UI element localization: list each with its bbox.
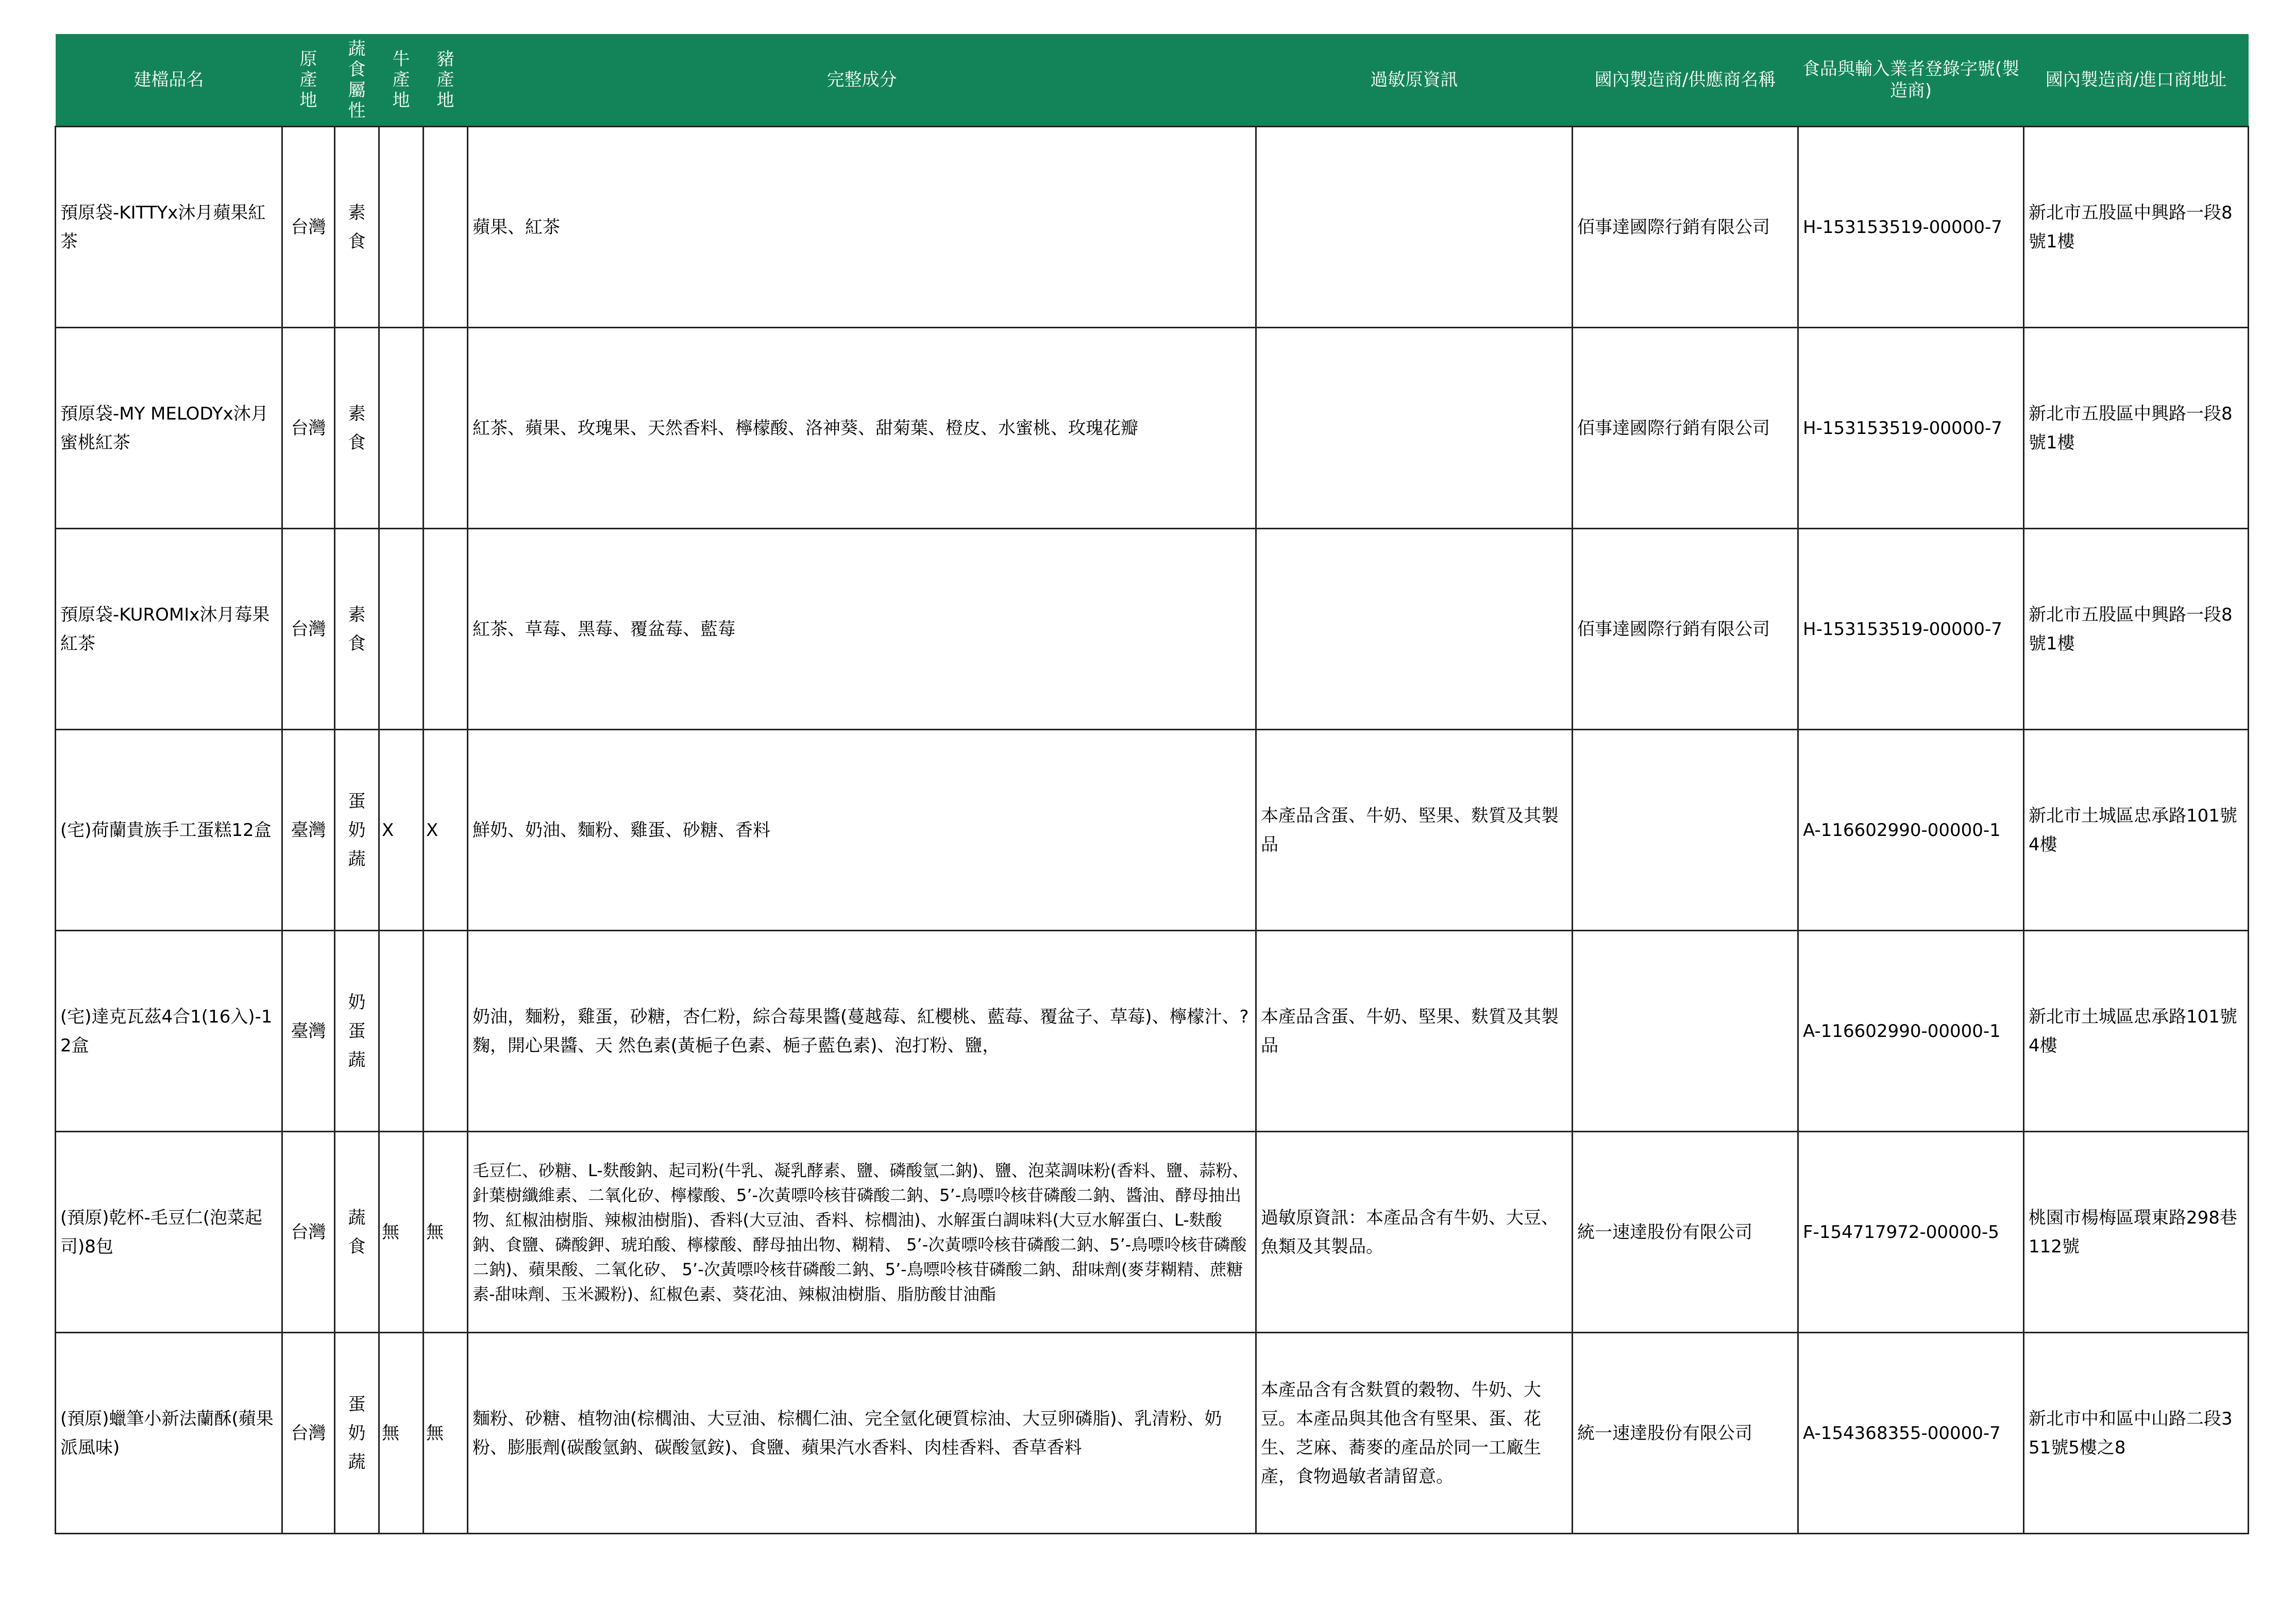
cell-beef [379, 529, 424, 730]
table-body [56, 127, 2249, 1534]
header-beef [379, 34, 424, 127]
header-diet-text: 蔬食屬性 [348, 39, 366, 121]
cell-origin: 台灣 [282, 1333, 335, 1534]
cell-supplier: 佰事達國際行銷有限公司 [1573, 127, 1798, 328]
cell-supplier [1573, 730, 1798, 931]
table-row [56, 529, 2249, 730]
cell-diet-text: 素食 [348, 604, 366, 654]
cell-diet [335, 529, 379, 730]
cell-ingredients: 蘋果、紅茶 [468, 127, 1256, 328]
cell-regno: A-116602990-00000-1 [1798, 931, 2024, 1132]
cell-allergen: 本產品含蛋、牛奶、堅果、麩質及其製品 [1256, 730, 1573, 931]
cell-allergen: 過敏原資訊：本產品含有牛奶、大豆、魚類及其製品。 [1256, 1132, 1573, 1333]
header-origin-text: 原產地 [299, 49, 317, 111]
cell-beef [379, 328, 424, 529]
header-allergen: 過敏原資訊 [1256, 34, 1573, 127]
cell-origin: 台灣 [282, 1132, 335, 1333]
header-beef-text: 牛產地 [392, 49, 410, 111]
header-ingredients: 完整成分 [468, 34, 1256, 127]
cell-supplier: 統一速達股份有限公司 [1573, 1132, 1798, 1333]
header-row [56, 34, 2249, 127]
cell-pork [424, 127, 468, 328]
table-row [56, 1333, 2249, 1534]
header-pork-text: 豬產地 [436, 49, 454, 111]
cell-pork [424, 328, 468, 529]
cell-origin: 台灣 [282, 127, 335, 328]
cell-diet-text: 蛋奶蔬 [348, 1394, 366, 1472]
cell-diet [335, 1333, 379, 1534]
cell-name: 預原袋-MY MELODYx沐月蜜桃紅茶 [56, 328, 282, 529]
cell-regno: F-154717972-00000-5 [1798, 1132, 2024, 1333]
cell-origin: 臺灣 [282, 931, 335, 1132]
cell-diet-text: 蛋奶蔬 [348, 791, 366, 869]
cell-allergen [1256, 529, 1573, 730]
cell-address: 新北市五股區中興路一段8號1樓 [2024, 127, 2249, 328]
cell-diet-text: 素食 [348, 202, 366, 252]
table-row [56, 127, 2249, 328]
cell-address: 新北市中和區中山路二段351號5樓之8 [2024, 1333, 2249, 1534]
cell-pork [424, 529, 468, 730]
cell-regno: H-153153519-00000-7 [1798, 328, 2024, 529]
cell-supplier: 統一速達股份有限公司 [1573, 1333, 1798, 1534]
header-origin [282, 34, 335, 127]
cell-diet [335, 1132, 379, 1333]
cell-ingredients: 毛豆仁、砂糖、L-麩酸鈉、起司粉(牛乳、凝乳酵素、鹽、磷酸氫二鈉)、鹽、泡菜調味粉(香料、鹽、蒜粉、針葉樹纖維素、二氧化矽、檸檬酸、5ʼ-次黃嘌呤核苷磷酸二鈉、5ʼ-鳥嘌呤核苷磷酸二鈉、醬油、酵母抽出物、紅椒油樹脂、辣椒油樹脂)、香料(大豆油、香料、棕櫚油)、水解蛋白調味料(大豆水解蛋白、L-麩酸鈉、食鹽、磷酸鉀、琥珀酸、檸檬酸、酵母抽出物、糊精、 5ʼ-次黃嘌呤核苷磷酸二鈉、5ʼ-鳥嘌呤核苷磷酸二鈉)、蘋果酸、二氧化矽、 5ʼ-次黃嘌呤核苷磷酸二鈉、5ʼ-鳥嘌呤核苷磷酸二鈉、甜味劑(麥芽糊精、蔗糖素-甜味劑、玉米澱粉)、紅椒色素、葵花油、辣椒油樹脂、脂肪酸甘油酯 [468, 1132, 1256, 1333]
cell-beef: 無 [379, 1333, 424, 1534]
cell-allergen [1256, 328, 1573, 529]
cell-ingredients: 麵粉、砂糖、植物油(棕櫚油、大豆油、棕櫚仁油、完全氫化硬質棕油、大豆卵磷脂)、乳清粉、奶粉、膨脹劑(碳酸氫鈉、碳酸氫銨)、食鹽、蘋果汽水香料、肉桂香料、香草香料 [468, 1333, 1256, 1534]
cell-regno: A-154368355-00000-7 [1798, 1333, 2024, 1534]
cell-address: 新北市土城區忠承路101號4樓 [2024, 730, 2249, 931]
cell-address: 桃園市楊梅區環東路298巷112號 [2024, 1132, 2249, 1333]
cell-regno: A-116602990-00000-1 [1798, 730, 2024, 931]
spreadsheet [55, 34, 2248, 1534]
cell-origin: 台灣 [282, 529, 335, 730]
cell-diet [335, 328, 379, 529]
cell-name: 預原袋-KITTYx沐月蘋果紅茶 [56, 127, 282, 328]
header-supplier: 國內製造商/供應商名稱 [1573, 34, 1798, 127]
cell-supplier: 佰事達國際行銷有限公司 [1573, 529, 1798, 730]
cell-regno: H-153153519-00000-7 [1798, 127, 2024, 328]
cell-beef [379, 127, 424, 328]
cell-ingredients: 紅茶、草莓、黑莓、覆盆莓、藍莓 [468, 529, 1256, 730]
cell-supplier [1573, 931, 1798, 1132]
cell-diet-text: 素食 [348, 403, 366, 453]
cell-pork: X [424, 730, 468, 931]
cell-address: 新北市五股區中興路一段8號1樓 [2024, 328, 2249, 529]
cell-regno: H-153153519-00000-7 [1798, 529, 2024, 730]
table-row [56, 328, 2249, 529]
cell-beef: X [379, 730, 424, 931]
cell-supplier: 佰事達國際行銷有限公司 [1573, 328, 1798, 529]
cell-pork: 無 [424, 1333, 468, 1534]
cell-diet [335, 730, 379, 931]
header-address: 國內製造商/進口商地址 [2024, 34, 2249, 127]
cell-origin: 台灣 [282, 328, 335, 529]
product-table [55, 34, 2249, 1534]
header-pork [424, 34, 468, 127]
cell-name: (宅)達克瓦茲4合1(16入)-12盒 [56, 931, 282, 1132]
cell-ingredients: 紅茶、蘋果、玫瑰果、天然香料、檸檬酸、洛神葵、甜菊葉、橙皮、水蜜桃、玫瑰花瓣 [468, 328, 1256, 529]
cell-ingredients: 奶油，麵粉，雞蛋，砂糖，杏仁粉，綜合莓果醬(蔓越莓、紅櫻桃、藍莓、覆盆子、草莓)、檸檬汁、?麴，開心果醬、天 然色素(黃梔子色素、梔子藍色素)、泡打粉、鹽， [468, 931, 1256, 1132]
cell-address: 新北市土城區忠承路101號4樓 [2024, 931, 2249, 1132]
cell-name: (預原)蠟筆小新法蘭酥(蘋果派風味) [56, 1333, 282, 1534]
header-regno: 食品與輸入業者登錄字號(製造商) [1798, 34, 2024, 127]
cell-name: (預原)乾杯-毛豆仁(泡菜起司)8包 [56, 1132, 282, 1333]
table-row [56, 730, 2249, 931]
cell-name: 預原袋-KUROMIx沐月莓果紅茶 [56, 529, 282, 730]
table-row [56, 931, 2249, 1132]
header-name: 建檔品名 [56, 34, 282, 127]
table-row [56, 1132, 2249, 1333]
cell-diet [335, 127, 379, 328]
cell-diet-text: 蔬食 [348, 1207, 366, 1257]
cell-origin: 臺灣 [282, 730, 335, 931]
cell-name: (宅)荷蘭貴族手工蛋糕12盒 [56, 730, 282, 931]
cell-beef [379, 931, 424, 1132]
cell-pork [424, 931, 468, 1132]
cell-allergen: 本產品含有含麩質的穀物、牛奶、大豆。本產品與其他含有堅果、蛋、花生、芝麻、蕎麥的產品於同一工廠生產，食物過敏者請留意。 [1256, 1333, 1573, 1534]
cell-diet [335, 931, 379, 1132]
cell-ingredients: 鮮奶、奶油、麵粉、雞蛋、砂糖、香料 [468, 730, 1256, 931]
cell-address: 新北市五股區中興路一段8號1樓 [2024, 529, 2249, 730]
cell-allergen [1256, 127, 1573, 328]
cell-allergen: 本產品含蛋、牛奶、堅果、麩質及其製品 [1256, 931, 1573, 1132]
header-diet [335, 34, 379, 127]
cell-pork: 無 [424, 1132, 468, 1333]
cell-diet-text: 奶蛋蔬 [348, 992, 366, 1070]
cell-beef: 無 [379, 1132, 424, 1333]
